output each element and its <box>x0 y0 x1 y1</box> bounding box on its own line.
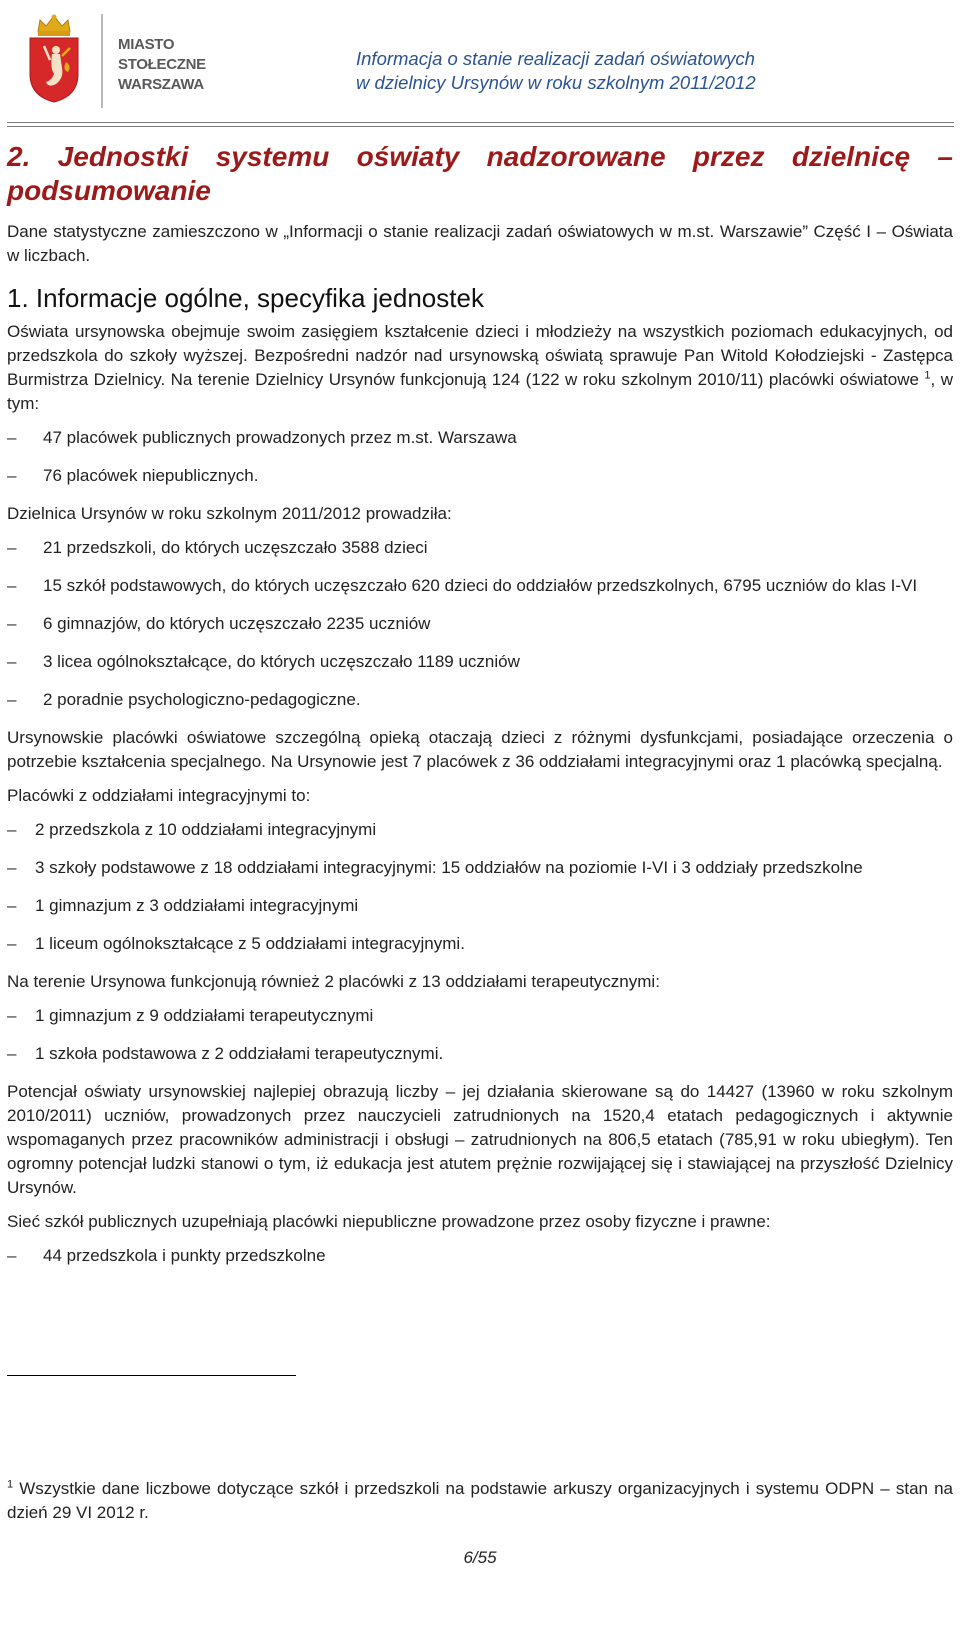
dash-bullet-icon: – <box>7 1044 17 1063</box>
dash-bullet-icon: – <box>7 690 17 709</box>
dash-bullet-icon: – <box>7 1246 17 1265</box>
page-number: 6/55 <box>463 1548 497 1567</box>
dash-bullet-icon: – <box>7 428 17 447</box>
general-info-paragraph <box>7 320 953 416</box>
list-item: – 2 przedszkola z 10 oddziałami integracyjnymi <box>7 818 953 842</box>
list-item: – 76 placówek niepublicznych. <box>7 464 953 488</box>
list-item: – 15 szkół podstawowych, do których uczęszczało 620 dzieci do oddziałów przedszkolnych, 6795 uczniów do klas I-VI <box>7 574 953 598</box>
list-item: – 6 gimnazjów, do których uczęszczało 2235 uczniów <box>7 612 953 636</box>
dash-bullet-icon: – <box>7 934 17 953</box>
dash-bullet-icon: – <box>7 1006 17 1025</box>
subsection-heading: 1. Informacje ogólne, specyfika jednostek <box>7 283 484 313</box>
integration-list <box>7 818 953 956</box>
dash-bullet-icon: – <box>7 538 17 557</box>
list-item: – 1 liceum ogólnokształcące z 5 oddziałami integracyjnymi. <box>7 932 953 956</box>
non-public-list <box>7 1244 953 1268</box>
header-rule <box>7 122 954 127</box>
intro-paragraph: Dane statystyczne zamieszczono w „Informacji o stanie realizacji zadań oświatowych w m.st. Warszawie” Część I – Oświata w liczbach. <box>7 222 953 265</box>
list-item: – 21 przedszkoli, do których uczęszczało 3588 dzieci <box>7 536 953 560</box>
dash-bullet-icon: – <box>7 858 17 877</box>
dash-bullet-icon: – <box>7 820 17 839</box>
dash-bullet-icon: – <box>7 652 17 671</box>
footnote-reference: 1 <box>924 369 931 382</box>
list-item: – 1 gimnazjum z 3 oddziałami integracyjnymi <box>7 894 953 918</box>
page-header <box>0 0 960 126</box>
list-item: – 1 gimnazjum z 9 oddziałami terapeutycznymi <box>7 1004 953 1028</box>
integration-intro-paragraph: Placówki z oddziałami integracyjnymi to: <box>7 786 311 805</box>
institutions-list <box>7 426 953 488</box>
dash-bullet-icon: – <box>7 614 17 633</box>
document-title <box>356 47 806 95</box>
list-item: – 1 szkoła podstawowa z 2 oddziałami terapeutycznymi. <box>7 1042 953 1066</box>
document-title-line: w dzielnicy Ursynów w roku szkolnym 2011/2012 <box>356 72 756 93</box>
footnote-separator <box>7 1375 296 1376</box>
paragraph-text: Oświata ursynowska obejmuje swoim zasięgiem kształcenie dzieci i młodzieży na wszystkich poziomach edukacyjnych, od przedszkola do szkoły wyższej. Bezpośredni nadzór nad ursynowską oświatą sprawuje Pan Witold Kołodziejski - Zastępca Burmistrza Dzielnicy. Na terenie Dzielnicy Ursynów funkcjonują 124 (122 w roku szkolnym 2010/11) placówki oświatowe <box>7 322 953 389</box>
footnote-text: Wszystkie dane liczbowe dotyczące szkół i przedszkoli na podstawie arkuszy organizacyjnych i systemu ODPN – stan na dzień 29 VI 2012 r. <box>7 1479 953 1522</box>
list-item: – 3 szkoły podstawowe z 18 oddziałami integracyjnymi: 15 oddziałów na poziomie I-VI i 3 oddziały przedszkolne <box>7 856 953 880</box>
footnote <box>7 1477 953 1525</box>
paragraph-text: , w tym: <box>7 370 953 413</box>
district-schools-list <box>7 536 953 712</box>
list-item: – 44 przedszkola i punkty przedszkolne <box>7 1244 953 1268</box>
therapeutic-intro-paragraph: Na terenie Ursynowa funkcjonują również 2 placówki z 13 oddziałami terapeutycznymi: <box>7 972 660 991</box>
dash-bullet-icon: – <box>7 576 17 595</box>
warsaw-coat-of-arms-icon <box>26 12 82 104</box>
document-title-line: Informacja o stanie realizacji zadań oświatowych <box>356 48 755 69</box>
city-logo-text <box>118 35 206 95</box>
dash-bullet-icon: – <box>7 466 17 485</box>
list-item: – 47 placówek publicznych prowadzonych przez m.st. Warszawa <box>7 426 953 450</box>
dash-bullet-icon: – <box>7 896 17 915</box>
list-item: – 3 licea ogólnokształcące, do których uczęszczało 1189 uczniów <box>7 650 953 674</box>
section-heading: 2. Jednostki systemu oświaty nadzorowane przez dzielnicę – podsumowanie <box>7 141 953 206</box>
non-public-intro-paragraph: Sieć szkół publicznych uzupełniają placówki niepubliczne prowadzone przez osoby fizyczne i prawne: <box>7 1212 771 1231</box>
therapeutic-list <box>7 1004 953 1066</box>
potential-paragraph: Potencjał oświaty ursynowskiej najlepiej obrazują liczby – jej działania skierowane są do 14427 (13960 w roku szkolnym 2010/2011) uczniów, prowadzonych przez nauczycieli zatrudnionych na 1520,4 etatach pedagogicznych i aktywnie wspomaganych przez pracowników administracji i obsługi – zatrudnionych na 806,5 etatach (785,91 w roku ubiegłym). Ten ogromny potencjał ludzki stanowi o tym, iż edukacja jest atutem prężnie rozwijającej się i stawiającej na przyszłość Dzielnicy Ursynów. <box>7 1082 953 1197</box>
logo-line: WARSZAWA <box>118 76 204 93</box>
footnote-mark: 1 <box>7 1478 14 1491</box>
logo-line: STOŁECZNE <box>118 56 206 73</box>
district-managed-paragraph: Dzielnica Ursynów w roku szkolnym 2011/2012 prowadziła: <box>7 504 452 523</box>
logo-line: MIASTO <box>118 36 175 53</box>
list-item: – 2 poradnie psychologiczno-pedagogiczne. <box>7 688 953 712</box>
special-needs-paragraph: Ursynowskie placówki oświatowe szczególną opieką otaczają dzieci z różnymi dysfunkcjami, posiadające orzeczenia o potrzebie kształcenia specjalnego. Na Ursynowie jest 7 placówek z 36 oddziałami integracyjnymi oraz 1 placówką specjalną. <box>7 728 953 771</box>
logo-divider <box>101 14 103 108</box>
page-content <box>7 140 953 1282</box>
